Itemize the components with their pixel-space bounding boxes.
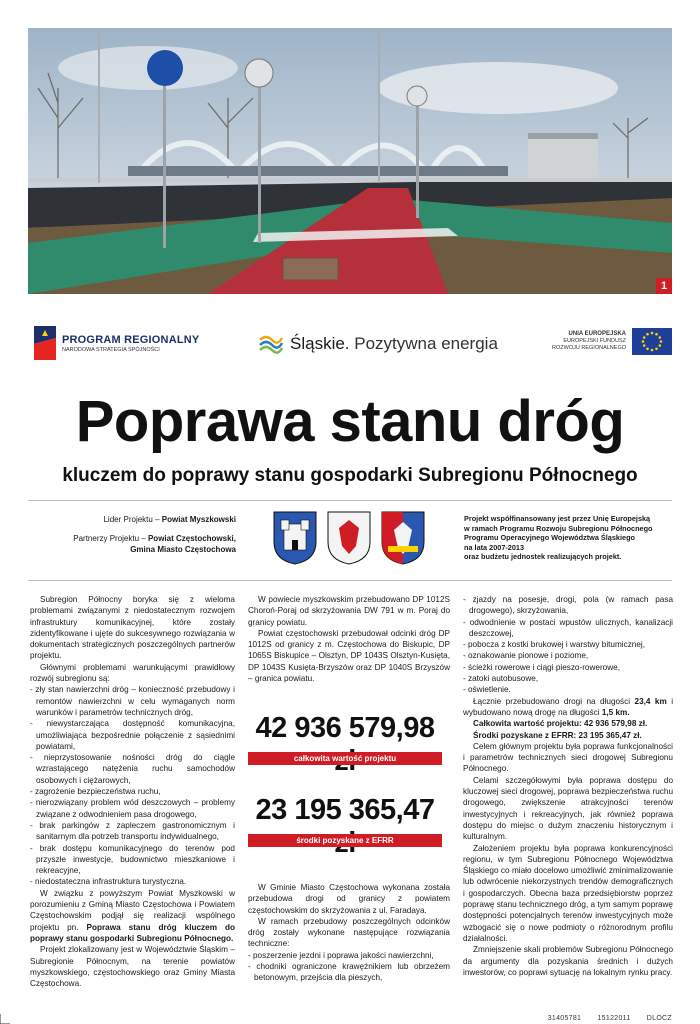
project-partners [40, 533, 236, 555]
eu-line3: ROZWOJU REGIONALNEGO [552, 345, 626, 351]
paragraph-text: i wybudowano nową drogę na długości [463, 696, 674, 717]
list-item: - nieprzystosowanie nośności dróg do ciągle wzrastającego natężenia ruchu samochodów osobowych i ciężarowych, [30, 753, 235, 785]
list-item: - brak parkingów z zapleczem gastronomicznym i sanitarnym dla potrzeb transportu indywidualnego, [30, 820, 235, 842]
efrr-line-text: Środki pozyskane z EFRR: 23 195 365,47 zł. [473, 730, 642, 740]
paragraph: W powiecie myszkowskim przebudowano DP 1012S Choroń-Poraj od skrzyżowania DW 791 w m. Poraj do granicy powiatu. [248, 595, 450, 627]
list-item: - niedostateczna infrastruktura turystyczna. [30, 877, 187, 887]
list-item: - oświetlenie. [463, 685, 511, 695]
list-item: - ścieżki rowerowe i ciągi pieszo-rowerowe, [463, 662, 620, 672]
list-item: - poszerzenie jezdni i poprawa jakości nawierzchni, [248, 950, 434, 960]
hero-photo [28, 28, 672, 294]
eu-flag-icon [632, 328, 672, 355]
leader-name: Powiat Myszkowski [161, 515, 236, 524]
leader-label: Lider Projektu – [103, 515, 160, 524]
efrr-line [463, 730, 673, 741]
slaskie-logo [258, 332, 498, 356]
divider-bottom [28, 580, 672, 581]
coats-of-arms [272, 510, 428, 568]
slaskie-slogan: Pozytywna energia [354, 334, 498, 353]
paragraph-text: Łącznie przebudowano drogi na długości [473, 696, 631, 706]
partner-name-1: Powiat Częstochowski, [147, 534, 236, 543]
partners-label: Partnerzy Projektu – [73, 534, 146, 543]
total-value: 42 936 579,98 [255, 712, 435, 744]
length-new-km: 1,5 km. [601, 707, 630, 717]
paragraph: Celami szczegółowymi była poprawa dostępu do kluczowej sieci drogowej, poprawa bezpieczeństwa ruchu drogowego, zwiększenie atrakcyjności terenów inwestycyjnych i rekreacyjnych, jak również poprawa dostępu do miejsc o dużym znaczeniu historycznym i kulturalnym. [463, 775, 673, 842]
list-item: - brak dostępu komunikacyjnego do terenów pod przyszłe inwestycje, budownictwo mieszkaniowe i rekreacyjne, [30, 843, 235, 876]
footer-code: DLOCZ [646, 1015, 672, 1022]
paragraph [463, 696, 673, 719]
list-item: - zły stan nawierzchni dróg – konieczność przebudowy i remontów nawierzchni w celu wymaganych norm warunków i parametrów technicznych dróg, [30, 685, 235, 717]
divider-top [28, 500, 672, 501]
total-line [463, 718, 673, 729]
cofinancing-note [464, 514, 676, 562]
list-item: - odwodnienie w postaci wpustów ulicznych, kanalizacji deszczowej, [463, 617, 673, 638]
logo-bar [28, 322, 672, 370]
article-column-1 [30, 594, 235, 989]
footer-code: 31405781 [547, 1015, 582, 1022]
subheadline: kluczem do poprawy stanu gospodarki Subregionu Północnego [62, 465, 638, 486]
length-km: 23,4 km [634, 696, 667, 706]
cofinancing-line: oraz budżetu jednostek realizujących projekt. [464, 552, 622, 562]
slaskie-wave-icon [258, 332, 284, 356]
program-regionalny-title: PROGRAM REGIONALNY [62, 333, 200, 346]
paragraph-text: W związku z powyższym Powiat Myszkowski w porozumieniu z Gminą Miasto Częstochowa i Powiatem Częstochowskim podjął się realizacji wspólnego projektu pn. [30, 888, 235, 932]
paragraph [30, 888, 235, 944]
paragraph: Subregion Północny boryka się z wieloma problemami związanymi z niedostatecznym rozwojem infrastruktury komunikacyjnej, które zostały zidentyfikowane i ujęte do sukcesywnego rozwiązania w dokumentach strategicznych poszczególnych partnerów projektu. [30, 595, 235, 661]
paragraph: W ramach przebudowy poszczególnych odcinków dróg zostały wykonane następujące rozwiązania techniczne: [248, 916, 450, 949]
article-column-2 [248, 594, 450, 684]
czestochowa-county-crest-icon [326, 510, 372, 566]
eu-line2: EUROPEJSKI FUNDUSZ [563, 338, 626, 344]
article-column-3 [463, 594, 673, 978]
paragraph: Zmniejszenie skali problemów Subregionu Północnego da argumenty dla pozyskania średnich i dużych inwestorów, co poprawi sytuację na lokalnym rynku pracy. [463, 945, 673, 977]
article-column-2-bottom [248, 882, 450, 984]
corner-mark-icon [0, 1014, 10, 1024]
paragraph: W Gminie Miasto Częstochowa wykonana została przebudowa drogi od granicy z powiatem częstochowskim do skrzyżowania z ul. Faradaya. [248, 883, 450, 915]
efrr-value-label: środki pozyskane z EFRR [248, 834, 442, 847]
list-item: - zagrożenie bezpieczeństwa ruchu, [30, 787, 161, 797]
paragraph: Powiat częstochowski przebudował odcinki dróg DP 1012S od granicy z m. Częstochowa do Biskupic, DP 1065S Biskupice – Olsztyn, DP 1043S Olsztyn-Kusięta, DP 1043S Kusięta-Brzyszów oraz DP 1040S Brzyszów – granica powiatu. [248, 628, 450, 684]
paragraph: Projekt zlokalizowany jest w Województwie Śląskim – Subregionie Północnym, na terenie powiatów myszkowskiego, częstochowskiego oraz Gminy Miasta Częstochowa. [30, 945, 235, 989]
efrr-value: 23 195 365,47 [255, 794, 435, 826]
program-regionalny-icon [34, 326, 56, 360]
footer-code: 15122011 [597, 1015, 631, 1022]
cofinancing-line: w ramach Programu Rozwoju Subregionu Północnego [464, 523, 653, 533]
slaskie-name: Śląskie. [290, 334, 350, 353]
partner-name-2: Gmina Miasto Częstochowa [130, 545, 236, 554]
list-item: - pobocza z kostki brukowej i warstwy bitumicznej, [463, 640, 646, 650]
eu-line1: UNIA EUROPEJSKA [568, 331, 626, 337]
total-line-text: Całkowita wartość projektu: 42 936 579,98 zł. [473, 719, 648, 729]
list-item: - zatoki autobusowe, [463, 674, 539, 684]
myszkow-crest-icon [272, 510, 318, 566]
photo-number-badge: 1 [656, 278, 672, 294]
paragraph: Celem głównym projektu była poprawa funkcjonalności i parametrów technicznych sieci drogowej Subregionu Północnego. [463, 741, 673, 774]
headline: Poprawa stanu dróg [75, 389, 625, 454]
czestochowa-city-crest-icon [380, 510, 426, 566]
list-item: - chodniki ograniczone krawężnikiem lub obrzeżem betonowym, przejścia dla pieszych, [248, 962, 450, 983]
paragraph: Założeniem projektu była poprawa konkurencyjności regionu, w tym Subregionu Północnego Województwa Śląskiego co miało docelowo umożliwić zminimalizowanie lub odwrócenie niekorzystnych trendów demograficznych i gospodarczych. Obecna baza przedsiębiorstw poprzez poprawę stanu technicznego dróg, a tym samym poprawę dostępności potencjalnych terenów inwestycyjnych może wzbogacić się o nowe podmioty o różnorodnym profilu działalności. [463, 843, 673, 943]
cofinancing-line: Programu Operacyjnego Województwa Śląskiego [464, 533, 635, 543]
program-regionalny-logo [34, 326, 199, 360]
paragraph: Głównymi problemami warunkującymi prawidłowy rozwój subregionu są: [30, 662, 235, 684]
list-item: - oznakowanie pionowe i poziome, [463, 651, 589, 661]
project-name: Poprawa stanu dróg kluczem do poprawy stanu gospodarki Subregionu Północnego. [30, 922, 235, 943]
list-item: - niewystarczająca dostępność komunikacyjna, umożliwiająca bezpośrednie połączenie z sąsiednimi powiatami, [30, 719, 235, 751]
road-scene-image [28, 28, 672, 294]
eu-logo [552, 328, 672, 355]
project-leader [40, 514, 236, 525]
list-item: - nierozwiązany problem wód deszczowych – problemy związane z odwodnieniem pasa drogowego, [30, 798, 235, 819]
cofinancing-line: Projekt współfinansowany jest przez Unię Europejską [464, 514, 651, 523]
program-regionalny-subtitle: NARODOWA STRATEGIA SPÓJNOŚCI [62, 346, 160, 353]
footer-codes [534, 1015, 672, 1022]
total-value-label: całkowita wartość projektu [248, 752, 442, 765]
cofinancing-line: na lata 2007-2013 [464, 542, 525, 552]
partners-block [40, 514, 236, 563]
list-item: - zjazdy na posesje, drogi, pola (w ramach pasa drogowego), skrzyżowania, [463, 595, 673, 616]
